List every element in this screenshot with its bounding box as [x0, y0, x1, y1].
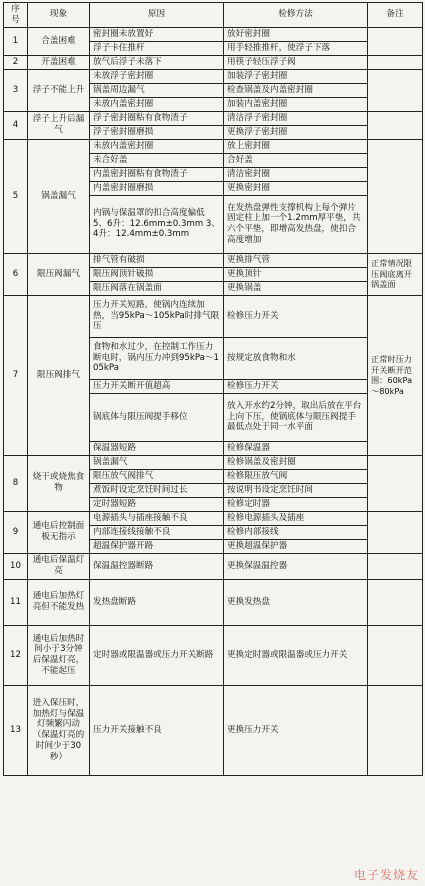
- cause-cell: 定时器短路: [90, 497, 224, 511]
- cause-cell: 内盖密封圈磨损: [90, 181, 224, 195]
- cause-cell: 发热盘断路: [90, 579, 224, 625]
- fix-cell: 清洁密封圈: [224, 167, 368, 181]
- table-row: [4, 111, 423, 125]
- cause-cell: 锅盖漏气: [90, 455, 224, 469]
- fix-cell: 用筷子轻压浮子阀: [224, 55, 368, 69]
- cause-cell: 未合好盖: [90, 153, 224, 167]
- cause-cell: 未放浮子密封圈: [90, 69, 224, 83]
- cause-cell: 内部连接线接触不良: [90, 525, 224, 539]
- header-row: [4, 3, 423, 28]
- note-cell: [368, 553, 423, 579]
- fix-cell: 更换顶针: [224, 267, 368, 281]
- fix-cell: 检修内部接线: [224, 525, 368, 539]
- table-row: [4, 69, 423, 83]
- fix-cell: 检修压力开关: [224, 379, 368, 393]
- cause-cell: 限压放气阀排气: [90, 469, 224, 483]
- cause-cell: 保温器短路: [90, 441, 224, 455]
- fix-cell: 更换浮子密封圈: [224, 125, 368, 139]
- header-cause: 原因: [90, 3, 224, 28]
- phenomenon-cell: 开盖困难: [28, 55, 90, 69]
- phenomenon-cell: 通电后加热灯亮但不能发热: [28, 579, 90, 625]
- fix-cell: 放上密封圈: [224, 139, 368, 153]
- cause-cell: 煮饭时设定烹饪时间过长: [90, 483, 224, 497]
- table-row: [4, 253, 423, 267]
- fix-cell: 更换发热盘: [224, 579, 368, 625]
- cause-cell: 未放内盖密封圈: [90, 139, 224, 153]
- fix-cell: 更换排气管: [224, 253, 368, 267]
- table-row: [4, 579, 423, 625]
- cause-cell: 浮子卡住推杆: [90, 41, 224, 55]
- header-fix: 检修方法: [224, 3, 368, 28]
- fix-cell: 检修电源插头及插座: [224, 511, 368, 525]
- fix-cell: 更换压力开关: [224, 685, 368, 775]
- row-number: 2: [4, 55, 28, 69]
- table-row: [4, 55, 423, 69]
- repair-table: [3, 2, 423, 776]
- phenomenon-cell: 进入保压时，加热灯与保温灯频繁闪动（保温灯亮的时间少于30秒）: [28, 685, 90, 775]
- cause-cell: 内锅与保温罩的扣合高度偏低 5、6升：12.6mm±0.3mm 3、4升：12.4mm±0.3mm: [90, 195, 224, 253]
- note-cell: [368, 685, 423, 775]
- row-number: 9: [4, 511, 28, 553]
- phenomenon-cell: 浮子不能上升: [28, 69, 90, 111]
- row-number: 12: [4, 625, 28, 685]
- fix-cell: 在发热盘弹性支撑机构上每个弹片固定柱上加一个1.2mm厚平垫，共六个平垫，即增高发热盘，使扣合高度增加: [224, 195, 368, 253]
- cause-cell: 锅盖周边漏气: [90, 83, 224, 97]
- table-row: [4, 27, 423, 41]
- fix-cell: 更换超温保护器: [224, 539, 368, 553]
- fix-cell: 放入开水约2分钟，取出后放在平台上向下压，使锅底体与限压阀提手最低点处于同一水平面: [224, 393, 368, 441]
- note-cell: [368, 579, 423, 625]
- cause-cell: 压力开关接触不良: [90, 685, 224, 775]
- fix-cell: 检修压力开关: [224, 295, 368, 337]
- note-cell: 正常时压力开关断开范围：60kPa～80kPa: [368, 295, 423, 455]
- row-number: 8: [4, 455, 28, 511]
- header-phenomenon: 现象: [28, 3, 90, 28]
- note-cell: [368, 111, 423, 139]
- phenomenon-cell: 通电后控制面板无指示: [28, 511, 90, 553]
- phenomenon-cell: 合盖困难: [28, 27, 90, 55]
- row-number: 10: [4, 553, 28, 579]
- cause-cell: 保温温控器断路: [90, 553, 224, 579]
- note-cell: [368, 69, 423, 111]
- phenomenon-cell: 限压阀漏气: [28, 253, 90, 295]
- table-row: [4, 553, 423, 579]
- cause-cell: 密封圈未放置好: [90, 27, 224, 41]
- table-row: [4, 295, 423, 337]
- fix-cell: 更换密封圈: [224, 181, 368, 195]
- row-number: 11: [4, 579, 28, 625]
- header-no: 序号: [4, 3, 28, 28]
- fix-cell: 合好盖: [224, 153, 368, 167]
- phenomenon-cell: 通电后加热时间小于3分钟后保温灯亮，不能起压: [28, 625, 90, 685]
- fix-cell: 加装内盖密封圈: [224, 97, 368, 111]
- note-cell: 正常情况限压阀底离开锅盖面: [368, 253, 423, 295]
- table-row: [4, 625, 423, 685]
- cause-cell: 未放内盖密封圈: [90, 97, 224, 111]
- cause-cell: 锅底体与限压阀提手移位: [90, 393, 224, 441]
- cause-cell: 浮子密封圈磨损: [90, 125, 224, 139]
- watermark-logo: 电子发烧友: [353, 868, 419, 882]
- phenomenon-cell: 浮子上升后漏气: [28, 111, 90, 139]
- fix-cell: 放好密封圈: [224, 27, 368, 41]
- fix-cell: 检查锅盖及内盖密封圈: [224, 83, 368, 97]
- cause-cell: 浮子密封圈粘有食物渣子: [90, 111, 224, 125]
- phenomenon-cell: 锅盖漏气: [28, 139, 90, 253]
- table-row: [4, 455, 423, 469]
- fix-cell: 更换定时器或限温器或压力开关: [224, 625, 368, 685]
- note-cell: [368, 55, 423, 69]
- row-number: 6: [4, 253, 28, 295]
- fix-cell: 检修限压放气阀: [224, 469, 368, 483]
- table-row: [4, 685, 423, 775]
- cause-cell: 限压阀顶针破损: [90, 267, 224, 281]
- cause-cell: 食物和水过少，在控制工作压力断电时，锅内压力冲到95kPa～105kPa: [90, 337, 224, 379]
- row-number: 5: [4, 139, 28, 253]
- table-body: [4, 27, 423, 775]
- fix-cell: 用手轻推推杆，使浮子下落: [224, 41, 368, 55]
- fix-cell: 加装浮子密封圈: [224, 69, 368, 83]
- phenomenon-cell: 限压阀排气: [28, 295, 90, 455]
- fix-cell: 检修定时器: [224, 497, 368, 511]
- table-row: [4, 511, 423, 525]
- header-note: 备注: [368, 3, 423, 28]
- cause-cell: 定时器或限温器或压力开关断路: [90, 625, 224, 685]
- cause-cell: 超温保护器开路: [90, 539, 224, 553]
- note-cell: [368, 625, 423, 685]
- fix-cell: 更换锅盖: [224, 281, 368, 295]
- fix-cell: 清洁浮子密封圈: [224, 111, 368, 125]
- fix-cell: 更换保温温控器: [224, 553, 368, 579]
- fix-cell: 检修锅盖及密封圈: [224, 455, 368, 469]
- row-number: 3: [4, 69, 28, 111]
- cause-cell: 压力开关断开值超高: [90, 379, 224, 393]
- phenomenon-cell: 烧干或烧焦食物: [28, 455, 90, 511]
- phenomenon-cell: 通电后保温灯亮: [28, 553, 90, 579]
- cause-cell: 电源插头与插座接触不良: [90, 511, 224, 525]
- fix-cell: 按说明书设定烹饪时间: [224, 483, 368, 497]
- cause-cell: 排气管有破损: [90, 253, 224, 267]
- row-number: 4: [4, 111, 28, 139]
- row-number: 1: [4, 27, 28, 55]
- fix-cell: 按规定放食物和水: [224, 337, 368, 379]
- table-row: [4, 139, 423, 153]
- note-cell: [368, 511, 423, 553]
- fix-cell: 检修保温器: [224, 441, 368, 455]
- note-cell: [368, 455, 423, 511]
- cause-cell: 压力开关短路，使锅内连续加热，当95kPa～105kPa时排气限压: [90, 295, 224, 337]
- cause-cell: 限压阀落在锅盖面: [90, 281, 224, 295]
- cause-cell: 内盖密封圈粘有食物渣子: [90, 167, 224, 181]
- note-cell: [368, 139, 423, 253]
- row-number: 7: [4, 295, 28, 455]
- row-number: 13: [4, 685, 28, 775]
- note-cell: [368, 27, 423, 55]
- cause-cell: 放气后浮子未落下: [90, 55, 224, 69]
